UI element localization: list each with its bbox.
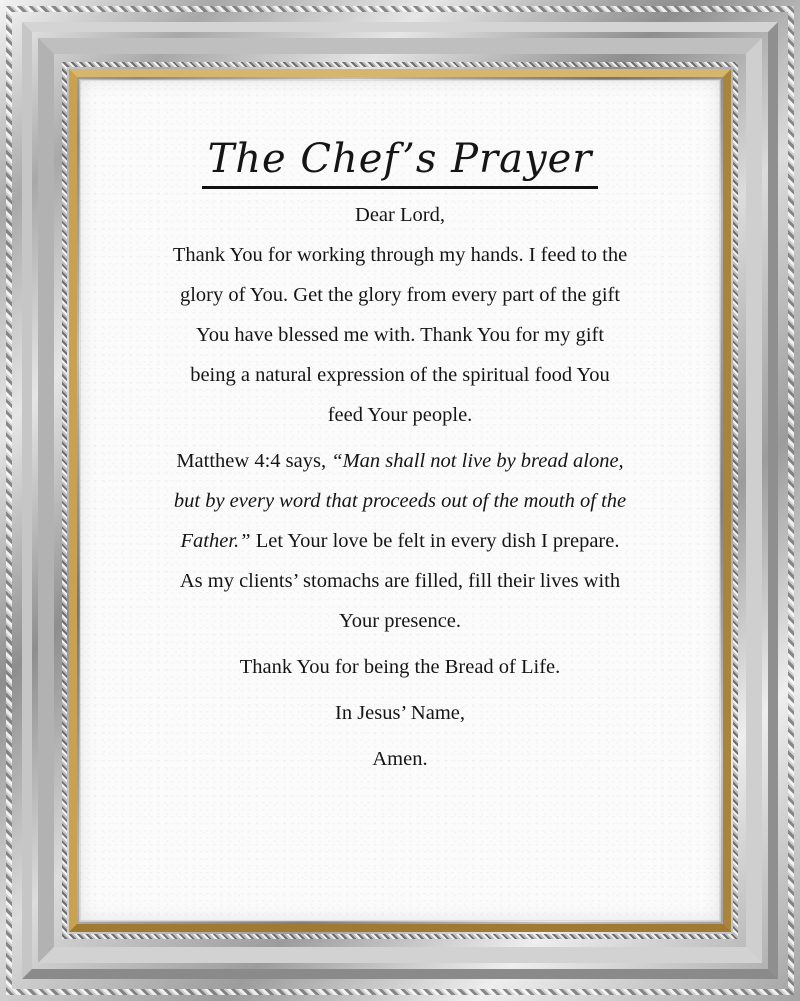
scripture-quote-2: but by every word that proceeds out of the mouth of the xyxy=(173,490,627,512)
prayer-line-1: Thank You for working through my hands. I feed to the xyxy=(172,244,628,266)
document-title: The Chef’s Prayer xyxy=(207,136,593,182)
scripture-quote-3: Father.” xyxy=(180,530,251,552)
prayer-line-2: glory of You. Get the glory from every part of the gift xyxy=(179,284,621,306)
closing-line-3: Amen. xyxy=(372,748,428,770)
scripture-line-2 xyxy=(135,481,665,521)
scripture-reference: Matthew 4:4 says, xyxy=(176,450,332,472)
scripture-line-4: As my clients’ stomachs are filled, fill their lives with xyxy=(179,570,621,592)
scripture-line-3-suffix: Let Your love be felt in every dish I prepare. xyxy=(250,530,620,552)
scripture-quote-1: “Man shall not live by bread alone, xyxy=(331,450,624,472)
prayer-line-5: feed Your people. xyxy=(327,404,473,426)
scripture-line-1 xyxy=(135,441,665,481)
title-underline xyxy=(202,138,599,189)
closing-line-1: Thank You for being the Bread of Life. xyxy=(239,656,561,678)
scripture-line-5: Your presence. xyxy=(338,610,462,632)
prayer-line-4: being a natural expression of the spiritual food You xyxy=(190,364,610,386)
prayer-content xyxy=(80,80,720,921)
prayer-line-3: You have blessed me with. Thank You for my gift xyxy=(195,324,605,346)
framed-document xyxy=(80,80,720,921)
closing-line-2: In Jesus’ Name, xyxy=(335,702,465,724)
salutation: Dear Lord, xyxy=(355,204,445,226)
scripture-line-3 xyxy=(135,521,665,561)
